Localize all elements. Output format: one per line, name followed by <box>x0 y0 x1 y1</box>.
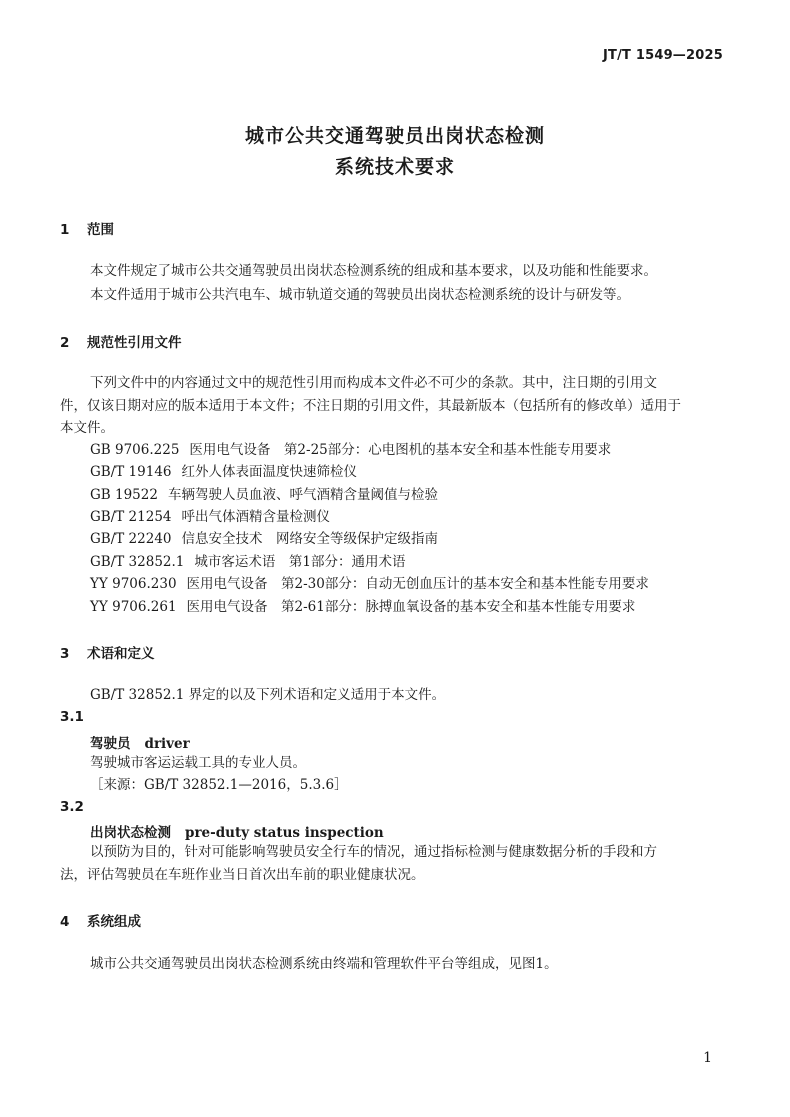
term-zh: 驾驶员 <box>90 736 131 752</box>
document-title-line1: 城市公共交通驾驶员出岗状态检测 <box>244 125 545 147</box>
term-source: ［来源：GB/T 32852.1—2016，5.3.6］ <box>90 777 348 793</box>
section-number: 3 <box>60 646 70 662</box>
reference-title: 医用电气设备 第2-61部分：脉搏血氧设备的基本安全和基本性能专用要求 <box>186 599 636 615</box>
section-number: 1 <box>60 222 70 238</box>
reference-code: GB/T 22240 <box>90 531 172 547</box>
reference-item <box>90 598 635 616</box>
reference-item <box>90 530 438 548</box>
reference-item <box>90 486 438 504</box>
reference-code: GB/T 19146 <box>90 464 172 480</box>
reference-item <box>90 575 649 593</box>
section-3-heading <box>60 642 155 662</box>
section-2-intro-line-2: 件，仅该日期对应的版本适用于本文件；不注日期的引用文件，其最新版本（包括所有的修改单）适用于 <box>60 398 681 414</box>
reference-title: 城市客运术语 第1部分：通用术语 <box>194 554 406 570</box>
term-zh: 出岗状态检测 <box>90 825 171 841</box>
reference-title: 红外人体表面温度快速筛检仪 <box>181 464 357 480</box>
section-title: 规范性引用文件 <box>87 335 182 351</box>
reference-title: 信息安全技术 网络安全等级保护定级指南 <box>181 531 438 547</box>
standard-number: JT/T 1549—2025 <box>602 48 723 63</box>
reference-item <box>90 508 330 526</box>
section-2-intro-line-3: 本文件。 <box>60 420 114 436</box>
reference-code: YY 9706.261 <box>90 599 177 615</box>
section-4-para-1: 城市公共交通驾驶员出岗状态检测系统由终端和管理软件平台等组成，见图1。 <box>90 956 558 972</box>
term-heading <box>90 732 190 752</box>
section-title: 范围 <box>87 222 114 238</box>
section-2-intro-line-1: 下列文件中的内容通过文中的规范性引用而构成本文件必不可少的条款。其中，注日期的引用文 <box>90 375 657 391</box>
reference-item <box>90 441 611 459</box>
reference-title: 呼出气体酒精含量检测仪 <box>181 509 330 525</box>
reference-item <box>90 463 357 481</box>
term-number: 3.2 <box>60 799 84 815</box>
section-number: 4 <box>60 914 70 930</box>
term-definition: 驾驶城市客运运载工具的专业人员。 <box>90 755 306 771</box>
section-1-para-1: 本文件规定了城市公共交通驾驶员出岗状态检测系统的组成和基本要求，以及功能和性能要求。 <box>90 263 657 279</box>
section-1-para-2: 本文件适用于城市公共汽电车、城市轨道交通的驾驶员出岗状态检测系统的设计与研发等。 <box>90 287 630 303</box>
reference-code: GB 9706.225 <box>90 442 180 458</box>
reference-code: GB/T 32852.1 <box>90 554 185 570</box>
term-en: pre-duty status inspection <box>185 825 384 841</box>
term-definition-line-2: 法，评估驾驶员在车班作业当日首次出车前的职业健康状况。 <box>60 867 425 883</box>
reference-item <box>90 553 405 571</box>
term-number: 3.1 <box>60 709 84 725</box>
term-heading <box>90 821 384 841</box>
section-1-heading <box>60 218 114 238</box>
reference-title: 医用电气设备 第2-30部分：自动无创血压计的基本安全和基本性能专用要求 <box>186 576 649 592</box>
section-2-heading <box>60 331 182 351</box>
section-number: 2 <box>60 335 70 351</box>
section-title: 系统组成 <box>87 914 141 930</box>
section-3-intro: GB/T 32852.1 界定的以及下列术语和定义适用于本文件。 <box>90 687 446 703</box>
section-4-heading <box>60 910 141 930</box>
reference-code: GB/T 21254 <box>90 509 172 525</box>
section-title: 术语和定义 <box>87 646 155 662</box>
document-title-line2: 系统技术要求 <box>334 156 455 178</box>
reference-code: YY 9706.230 <box>90 576 177 592</box>
term-en: driver <box>144 736 190 752</box>
reference-code: GB 19522 <box>90 487 158 503</box>
reference-title: 医用电气设备 第2-25部分：心电图机的基本安全和基本性能专用要求 <box>189 442 612 458</box>
term-definition-line-1: 以预防为目的，针对可能影响驾驶员安全行车的情况，通过指标检测与健康数据分析的手段和方 <box>90 844 657 860</box>
reference-title: 车辆驾驶人员血液、呼气酒精含量阈值与检验 <box>167 487 438 503</box>
page-number: 1 <box>703 1050 712 1066</box>
